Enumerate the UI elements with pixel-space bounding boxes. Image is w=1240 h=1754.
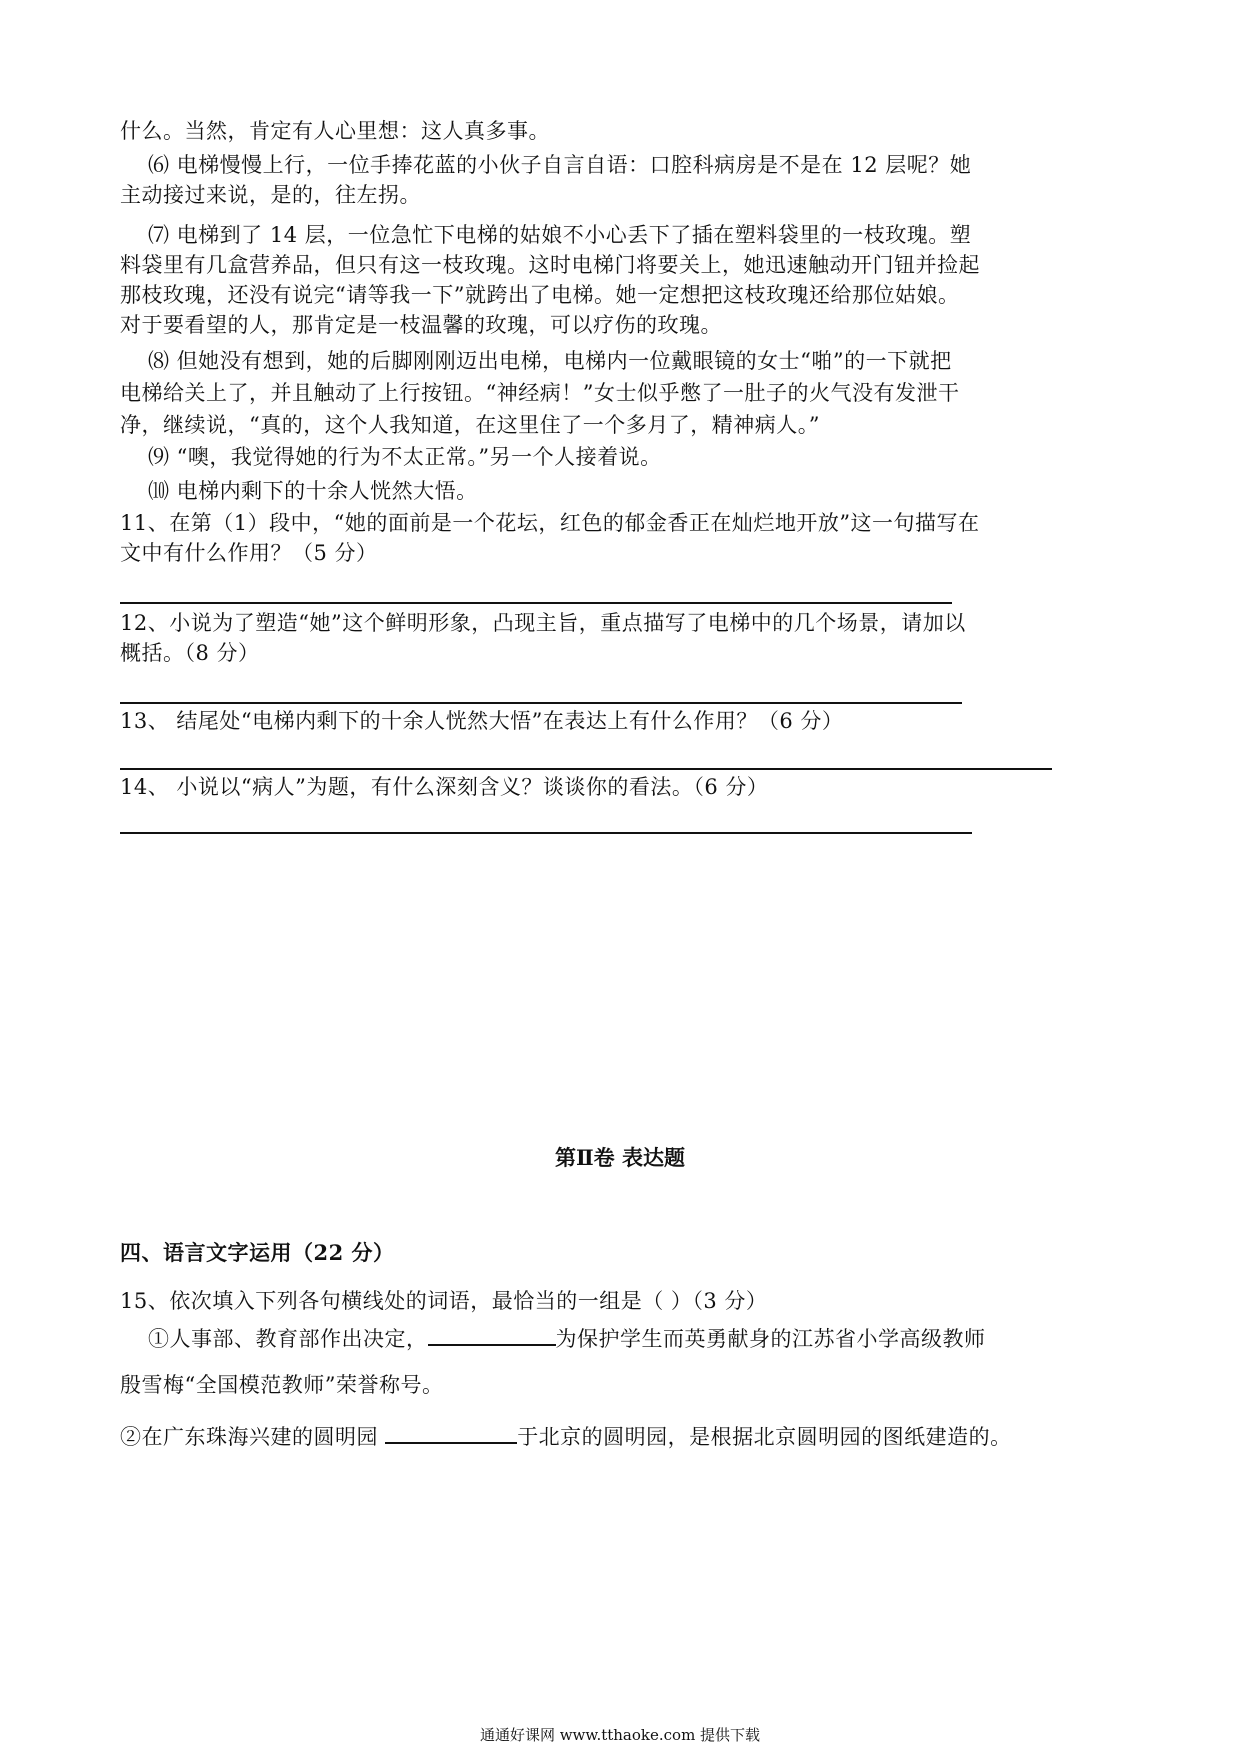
paragraph-8-line-1: ⑻ 但她没有想到，她的后脚刚刚迈出电梯，电梯内一位戴眼镜的女士“啪”的一下就把	[148, 349, 952, 373]
fill-blank-2[interactable]	[385, 1420, 517, 1444]
paragraph-7-line-3: 那枝玫瑰，还没有说完“请等我一下”就跨出了电梯。她一定想把这枝玫瑰还给那位姑娘。	[120, 283, 960, 307]
question-15: 15、依次填入下列各句横线处的词语，最恰当的一组是（ ）（3 分）	[120, 1289, 768, 1313]
page-footer: 通通好课网 www.tthaoke.com 提供下载	[479, 1726, 761, 1744]
item-1-prefix: ①人事部、教育部作出决定，	[148, 1327, 428, 1351]
question-12-line-1: 12、小说为了塑造“她”这个鲜明形象，凸现主旨，重点描写了电梯中的几个场景，请加以	[120, 611, 966, 635]
question-11-line-1: 11、在第（1）段中，“她的面前是一个花坛，红色的郁金香正在灿烂地开放”这一句描写在	[120, 511, 980, 535]
item-1-suffix: 为保护学生而英勇献身的江苏省小学高级教师	[555, 1327, 986, 1351]
question-13: 13、 结尾处“电梯内剩下的十余人恍然大悟”在表达上有什么作用？（6 分）	[120, 709, 844, 733]
paragraph-7-line-1: ⑺ 电梯到了 14 层，一位急忙下电梯的姑娘不小心丢下了插在塑料袋里的一枝玫瑰。塑	[148, 223, 972, 247]
fill-blank-1[interactable]	[428, 1322, 556, 1346]
paragraph-10: ⑽ 电梯内剩下的十余人恍然大悟。	[148, 479, 478, 503]
question-14: 14、 小说以“病人”为题，有什么深刻含义？谈谈你的看法。（6 分）	[120, 775, 769, 799]
answer-line-14[interactable]	[120, 832, 972, 834]
answer-line-13[interactable]	[120, 768, 1052, 770]
paragraph-7-line-2: 料袋里有几盒营养品，但只有这一枝玫瑰。这时电梯门将要关上，她迅速触动开门钮并捡起	[120, 253, 980, 277]
answer-line-11[interactable]	[120, 602, 952, 604]
question-11-line-2: 文中有什么作用？（5 分）	[120, 541, 378, 565]
answer-line-12[interactable]	[120, 702, 962, 704]
paragraph-6-line-2: 主动接过来说，是的，往左拐。	[120, 183, 421, 207]
passage-line: 什么。当然，肯定有人心里想：这人真多事。	[120, 119, 550, 143]
item-2-suffix: 于北京的圆明园，是根据北京圆明园的图纸建造的。	[517, 1425, 1012, 1449]
question-15-item-1	[148, 1322, 986, 1354]
question-15-item-1-continued: 殷雪梅“全国模范教师”荣誉称号。	[120, 1373, 444, 1397]
paragraph-9: ⑼ “噢，我觉得她的行为不太正常。”另一个人接着说。	[148, 445, 662, 469]
item-2-prefix: ②在广东珠海兴建的圆明园	[120, 1425, 386, 1449]
question-12-line-2: 概括。（8 分）	[120, 641, 260, 665]
section-title: 第Ⅱ卷 表达题	[554, 1145, 685, 1170]
paragraph-7-line-4: 对于要看望的人，那肯定是一枝温馨的玫瑰，可以疗伤的玫瑰。	[120, 313, 722, 337]
section-heading: 四、语言文字运用（22 分）	[120, 1240, 395, 1265]
question-15-item-2	[120, 1420, 1012, 1452]
paragraph-8-line-3: 净，继续说，“真的，这个人我知道，在这里住了一个多月了，精神病人。”	[120, 413, 820, 437]
paragraph-8-line-2: 电梯给关上了，并且触动了上行按钮。“神经病！”女士似乎憋了一肚子的火气没有发泄干	[120, 381, 960, 405]
paragraph-6-line-1: ⑹ 电梯慢慢上行，一位手捧花蓝的小伙子自言自语：口腔科病房是不是在 12 层呢？她	[148, 153, 972, 177]
